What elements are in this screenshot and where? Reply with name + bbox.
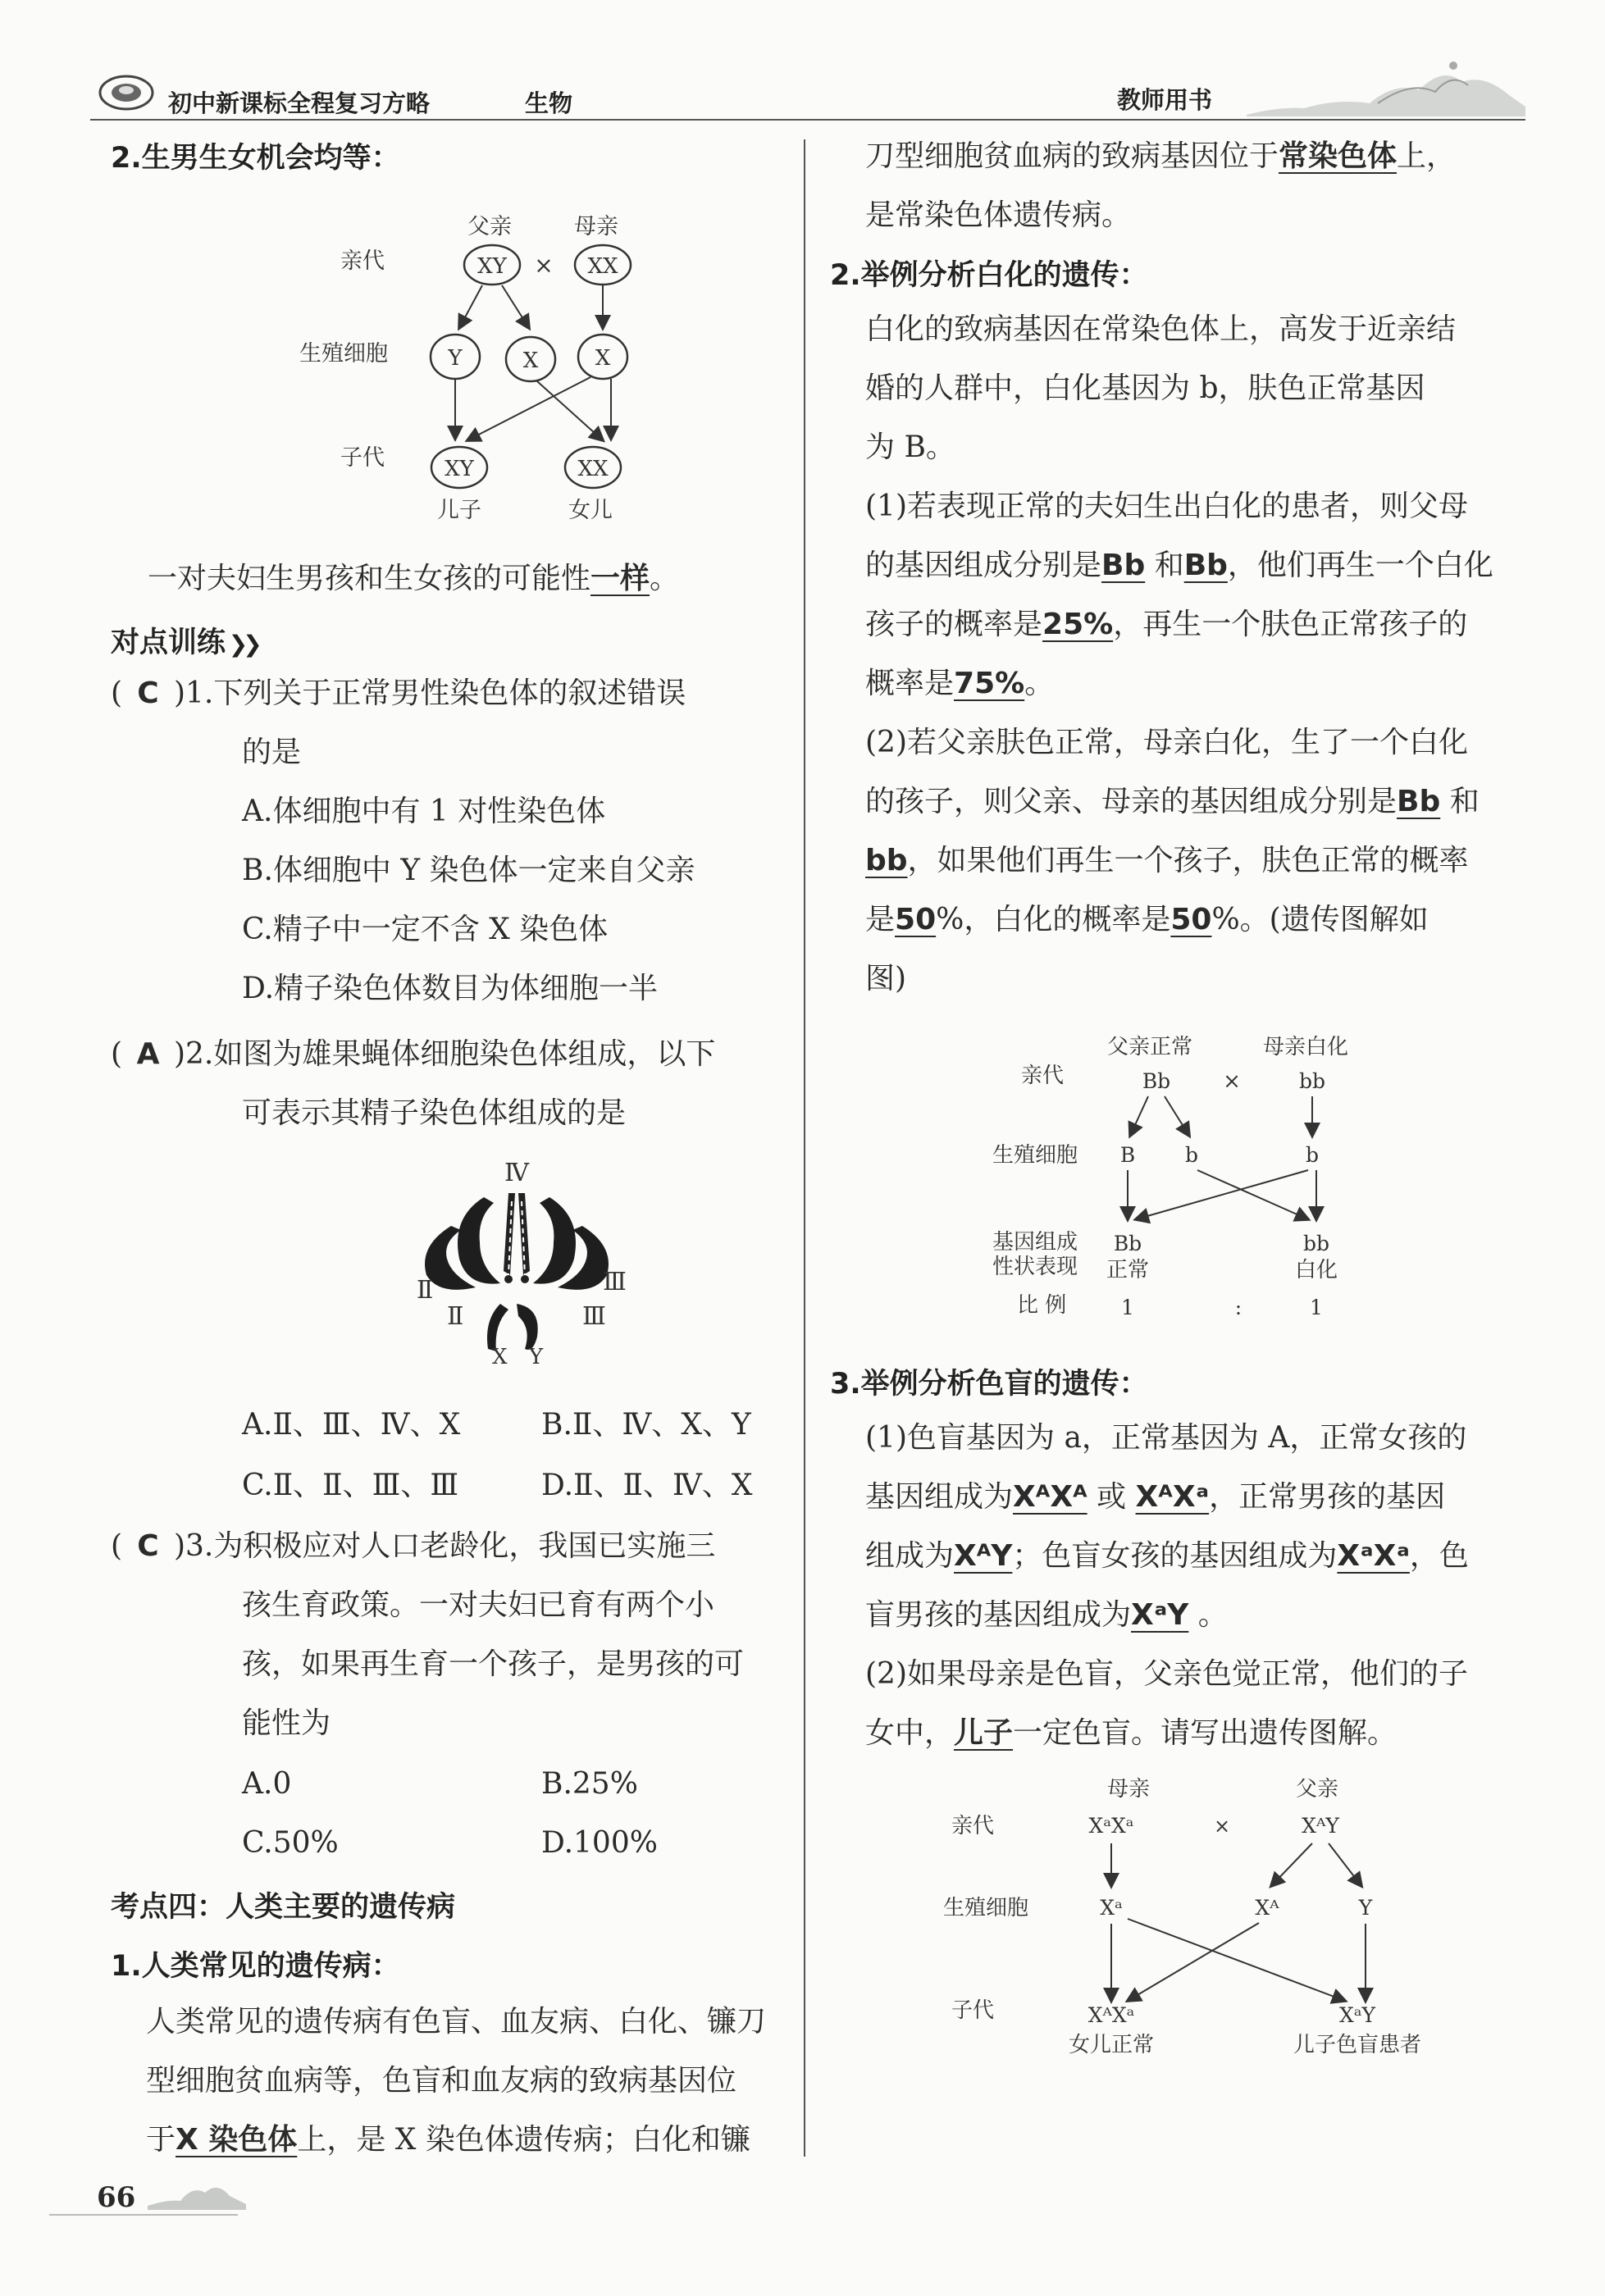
autosome-answer: 常染色体 — [1279, 139, 1398, 173]
subsection2-title: 2.举例分析白化的遗传： — [830, 259, 1148, 292]
albinism-q2-line2b: 和 — [1449, 785, 1480, 818]
daughter-label: 女儿 — [568, 498, 613, 523]
color-blindness-paragraph — [865, 1409, 1469, 1763]
equal-chance-end: 。 — [650, 562, 680, 595]
key-point-4-title: 考点四：人类主要的遗传病 — [111, 1891, 456, 1924]
d2-child2-trait: 白化 — [1294, 1258, 1338, 1282]
mother-label: 母亲 — [574, 214, 618, 239]
equal-chance-paragraph — [148, 549, 679, 608]
practice-title-text: 对点训练 — [111, 626, 226, 659]
chromosome-x-label: X — [492, 1345, 508, 1365]
albinism-q1-line3a: 孩子的概率是 — [865, 608, 1043, 641]
albino-probability-answer: 25% — [1042, 608, 1114, 641]
equal-chance-text: 一对夫妇生男孩和生女孩的可能性 — [148, 562, 591, 595]
d2-phenotype-label: 性状表现 — [992, 1255, 1078, 1279]
d3-father-genotype: XᴬY — [1302, 1814, 1339, 1838]
albinism-q1-line4a: 概率是 — [865, 667, 955, 700]
d3-parents-label: 亲代 — [951, 1814, 995, 1838]
subject-label: 生物 — [525, 89, 573, 117]
d2-genotype-label: 基因组成 — [992, 1230, 1078, 1255]
footer-rule — [49, 2214, 238, 2216]
q3-stem-b: 孩生育政策。一对夫妇已育有两个小 — [242, 1588, 715, 1622]
normal-girl-genotype-2: XᴬXᵃ — [1135, 1480, 1210, 1514]
d3-cross: × — [1213, 1815, 1231, 1838]
equal-chance-answer: 一样 — [590, 562, 650, 595]
d3-gamete-Y: Y — [1358, 1896, 1373, 1920]
albinism-q1-line2c: ，他们再生一个白化 — [1227, 549, 1493, 582]
q1-option-c: C.精子中一定不含 X 染色体 — [242, 913, 609, 946]
cb-line4b: 。 — [1197, 1598, 1228, 1632]
colorblind-girl-genotype: XᵃXᵃ — [1337, 1539, 1410, 1573]
son-genotype: XY — [445, 457, 474, 481]
d2-parents-label: 亲代 — [1021, 1064, 1065, 1088]
mountain-decoration-icon — [1247, 49, 1525, 123]
d3-mother-genotype: XᵃXᵃ — [1088, 1814, 1134, 1838]
d3-daughter-trait: 女儿正常 — [1068, 2033, 1155, 2057]
cb-line3b: ；色盲女孩的基因组成为 — [1012, 1539, 1338, 1573]
chromosome-ii-label-upper: Ⅱ — [417, 1276, 434, 1305]
father-genotype: XY — [477, 254, 507, 279]
q1-stem-b: 的是 — [242, 736, 302, 769]
chromosome-iii-label-lower: Ⅲ — [582, 1302, 606, 1331]
son-answer: 儿子 — [954, 1716, 1014, 1750]
q3-option-d: D.100% — [541, 1826, 658, 1860]
d3-daughter-genotype: XᴬXᵃ — [1087, 2003, 1135, 2027]
d3-offspring-label: 子代 — [951, 1998, 995, 2023]
albinism-line3: 为 B。 — [865, 430, 955, 464]
q1-option-b: B.体细胞中 Y 染色体一定来自父亲 — [242, 854, 695, 887]
d3-father-label: 父亲 — [1296, 1777, 1339, 1802]
practice-title — [111, 620, 258, 661]
cb-line2c: ，正常男孩的基因 — [1209, 1480, 1446, 1514]
father-label: 父亲 — [467, 214, 512, 239]
x-chromosome-answer: X 染色体 — [176, 2123, 298, 2157]
colorblind-boy-genotype: XᵃY — [1131, 1598, 1189, 1632]
question-1: ( C )1.下列关于正常男性染色体的叙述错误 的是 A.体细胞中有 1 对性染色体 B.体细胞中 Y 染色体一定来自父亲 C.精子中一定不含 X 染色体 D.精子染色体数目为体细胞一半 — [111, 664, 695, 1018]
albinism-q2-line2a: 的孩子，则父亲、母亲的基因组成分别是 — [865, 785, 1398, 818]
chromosome-iv-label: Ⅳ — [504, 1159, 529, 1187]
q1-option-a: A.体细胞中有 1 对性染色体 — [242, 795, 606, 828]
q2-father-genotype-answer: Bb — [1397, 785, 1441, 818]
book-title: 初中新课标全程复习方略 — [168, 89, 431, 117]
albinism-q2-line1: (2)若父亲肤色正常，母亲白化，生了一个白化 — [865, 726, 1468, 759]
q2-stem-b: 可表示其精子染色体组成的是 — [242, 1096, 627, 1130]
subsection3-title: 3.举例分析色盲的遗传： — [830, 1368, 1148, 1401]
cb2-line2b: 一定色盲。请写出遗传图解。 — [1013, 1716, 1398, 1750]
albinism-q2-line4c: %。(遗传图解如 — [1211, 903, 1429, 936]
father-normal-label: 父亲正常 — [1107, 1035, 1193, 1059]
gamete-y: Y — [448, 346, 463, 371]
normal-boy-genotype: XᴬY — [954, 1539, 1013, 1573]
genetic-disease-line2: 型细胞贫血病等，色盲和血友病的致病基因位 — [146, 2064, 737, 2098]
mother-albino-label: 母亲白化 — [1263, 1035, 1349, 1059]
q1-mother-genotype-answer: Bb — [1183, 549, 1228, 582]
genetic-disease-line3b: 上，是 X 染色体遗传病；白化和镰 — [297, 2123, 750, 2157]
d2-child1-trait: 正常 — [1106, 1258, 1150, 1282]
q2-option-d: D.Ⅱ、Ⅱ、Ⅳ、X — [541, 1469, 753, 1502]
albinism-q1-line2a: 的基因组成分别是 — [865, 549, 1102, 582]
page-number: 66 — [97, 2181, 136, 2214]
gamete-x-mother: X — [595, 346, 611, 371]
gametes-label: 生殖细胞 — [299, 341, 388, 367]
q3-option-a: A.0 — [242, 1767, 292, 1801]
albinism-q1-line1: (1)若表现正常的夫妇生出白化的患者，则父母 — [865, 490, 1468, 523]
q3-stem-d: 能性为 — [242, 1706, 331, 1740]
albinism-q1-line2b: 和 — [1154, 549, 1184, 582]
question-3: ( C )3.为积极应对人口老龄化，我国已实施三 孩生育政策。一对夫妇已育有两个小 孩，如果再生育一个孩子，是男孩的可 能性为 — [111, 1517, 744, 1753]
albinism-line2: 婚的人群中，白化基因为 b，肤色正常基因 — [865, 371, 1425, 405]
header-rule — [90, 119, 1525, 121]
d2-child1-genotype: Bb — [1113, 1232, 1142, 1255]
edition-label: 教师用书 — [1117, 86, 1213, 114]
q1-answer: C — [137, 676, 159, 710]
gamete-x-father: X — [522, 348, 539, 373]
d2-ratio-label: 比 例 — [1017, 1293, 1067, 1318]
normal-girl-genotype-1: XᴬXᴬ — [1013, 1480, 1087, 1514]
normal-probability-answer: 75% — [954, 667, 1025, 700]
chromosome-ii-label-lower: Ⅱ — [447, 1302, 464, 1331]
albinism-line1: 白化的致病基因在常染色体上，高发于近亲结 — [865, 312, 1457, 346]
q3-stem-a: 3.为积极应对人口老龄化，我国已实施三 — [185, 1529, 716, 1563]
d2-mother-genotype: bb — [1298, 1069, 1326, 1093]
q2-option-c: C.Ⅱ、Ⅱ、Ⅲ、Ⅲ — [242, 1469, 459, 1502]
q2-mother-genotype-answer: bb — [865, 844, 908, 877]
offspring-label: 子代 — [340, 445, 385, 471]
q2-option-a: A.Ⅱ、Ⅲ、Ⅳ、X — [242, 1408, 461, 1442]
question-2: ( A )2.如图为雄果蝇体细胞染色体组成，以下 可表示其精子染色体组成的是 — [111, 1025, 715, 1143]
column-divider — [804, 139, 805, 2157]
q2-answer: A — [136, 1037, 160, 1071]
sickle-cell-paragraph — [865, 127, 1456, 245]
footer-mountain-icon — [148, 2165, 246, 2214]
daughter-genotype: XX — [577, 457, 609, 481]
double-chevron-icon: ❯❯ — [226, 631, 258, 658]
d3-gamete-XA: Xᴬ — [1255, 1896, 1279, 1920]
albinism-inheritance-diagram — [992, 1029, 1378, 1332]
sex-determination-diagram — [295, 209, 656, 529]
q1-father-genotype-answer: Bb — [1101, 549, 1146, 582]
d2-gametes-label: 生殖细胞 — [992, 1143, 1078, 1168]
d2-father-genotype: Bb — [1142, 1069, 1171, 1093]
albinism-q2-line4b: %，白化的概率是 — [936, 903, 1171, 936]
d2-gamete-b-father: b — [1184, 1143, 1199, 1167]
d2-ratio-colon: : — [1234, 1296, 1243, 1319]
d2-gamete-B: B — [1119, 1143, 1136, 1167]
d2-gamete-b-mother: b — [1305, 1143, 1320, 1167]
albinism-q2-line4a: 是 — [865, 903, 896, 936]
cb-line2b: 或 — [1097, 1480, 1127, 1514]
sickle-line1a: 刀型细胞贫血病的致病基因位于 — [865, 139, 1279, 173]
albinism-q1-line4b: 。 — [1024, 667, 1055, 700]
d3-gamete-Xa: Xᵃ — [1100, 1896, 1123, 1920]
cb2-line1: (2)如果母亲是色盲，父亲色觉正常，他们的子 — [865, 1657, 1468, 1691]
q3-option-c: C.50% — [242, 1826, 339, 1860]
mother-genotype: XX — [587, 254, 618, 279]
d2-child2-genotype: bb — [1302, 1232, 1330, 1255]
cb-line1: (1)色盲基因为 a，正常基因为 A，正常女孩的 — [865, 1421, 1467, 1455]
genetic-disease-line3a: 于 — [146, 2123, 176, 2157]
cross-symbol: × — [534, 252, 554, 279]
d3-son-genotype: XᵃY — [1339, 2003, 1375, 2027]
chromosome-y-label: Y — [529, 1345, 544, 1365]
albinism-q1-line3b: ，再生一个肤色正常孩子的 — [1113, 608, 1468, 641]
parents-label: 亲代 — [340, 248, 385, 274]
q2-stem-a: 2.如图为雄果蝇体细胞染色体组成，以下 — [185, 1037, 716, 1071]
albinism-q2-line3: ，如果他们再生一个孩子，肤色正常的概率 — [907, 844, 1469, 877]
q2-normal-probability-answer: 50 — [895, 903, 937, 936]
cb-line2a: 基因组成为 — [865, 1480, 1014, 1514]
fruit-fly-chromosome-figure — [402, 1152, 640, 1365]
albinism-paragraph — [865, 300, 1493, 1009]
cb-line3c: ，色 — [1409, 1539, 1469, 1573]
q3-answer: C — [137, 1529, 159, 1563]
sickle-line2: 是常染色体遗传病。 — [865, 198, 1132, 232]
d3-mother-label: 母亲 — [1107, 1777, 1151, 1802]
d2-ratio-2: 1 — [1310, 1296, 1323, 1319]
chromosome-iii-label-upper: Ⅲ — [603, 1268, 627, 1296]
color-blindness-inheritance-diagram — [943, 1771, 1468, 2066]
q2-option-b: B.Ⅱ、Ⅳ、X、Y — [541, 1408, 751, 1442]
d2-ratio-1: 1 — [1121, 1296, 1134, 1319]
q3-option-b: B.25% — [541, 1767, 638, 1801]
q2-albino-probability-answer: 50 — [1170, 903, 1212, 936]
d2-cross: × — [1223, 1069, 1241, 1094]
q1-option-d: D.精子染色体数目为体细胞一半 — [242, 972, 659, 1005]
cb-line3a: 组成为 — [865, 1539, 955, 1573]
genetic-disease-line1: 人类常见的遗传病有色盲、血友病、白化、镰刀 — [146, 2005, 767, 2039]
genetic-disease-paragraph — [146, 1993, 766, 2170]
sickle-line1b: 上， — [1397, 139, 1457, 173]
section2-title: 2.生男生女机会均等： — [111, 142, 400, 175]
q3-stem-c: 孩，如果再生育一个孩子，是男孩的可 — [242, 1647, 745, 1681]
subsection1-title: 1.人类常见的遗传病： — [111, 1950, 400, 1983]
q1-stem-a: 1.下列关于正常男性染色体的叙述错误 — [185, 676, 686, 710]
logo-icon — [97, 72, 156, 113]
cb2-line2a: 女中， — [865, 1716, 955, 1750]
albinism-q2-line5: 图) — [865, 962, 907, 995]
cb-line4a: 盲男孩的基因组成为 — [865, 1598, 1132, 1632]
son-label: 儿子 — [437, 498, 481, 523]
d3-son-trait: 儿子色盲患者 — [1293, 2033, 1422, 2057]
d3-gametes-label: 生殖细胞 — [943, 1896, 1029, 1920]
